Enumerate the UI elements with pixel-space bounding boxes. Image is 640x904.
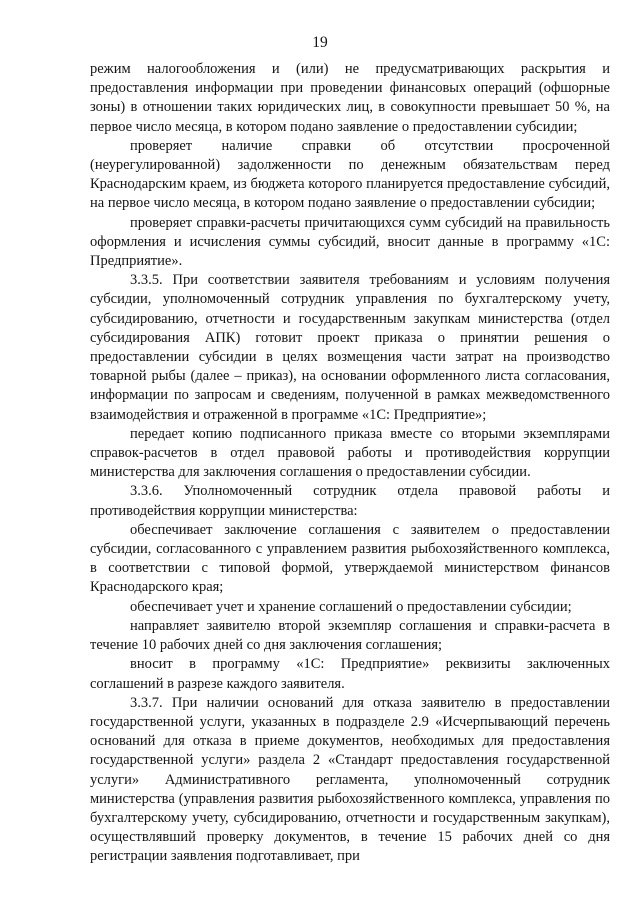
paragraph: проверяет справки-расчеты причитающихся сумм субсидий на правильность оформления и исчисления суммы субсидий, вносит данные в программу «1С: Предприятие».: [90, 214, 610, 270]
paragraph: 3.3.6. Уполномоченный сотрудник отдела правовой работы и противодействия коррупции министерства:: [90, 483, 610, 519]
page-number: 19: [312, 34, 328, 51]
paragraph: вносит в программу «1С: Предприятие» реквизиты заключенных соглашений в разрезе каждого заявителя.: [90, 656, 610, 692]
paragraph: проверяет наличие справки об отсутствии просроченной (неурегулированной) задолженности по денежным обязательствам перед Краснодарским краем, из бюджета которого планируется предоставление субсидий, на первое число месяца, в котором подано заявление о предоставлении субсидии;: [90, 137, 610, 212]
paragraph: передает копию подписанного приказа вместе со вторыми экземплярами справок-расчетов в отдел правовой работы и противодействия коррупции министерства для заключения соглашения о предоставлении субсидии.: [90, 425, 610, 481]
document-body: [90, 60, 610, 867]
paragraph: обеспечивает заключение соглашения с заявителем о предоставлении субсидии, согласованного с управлением развития рыбохозяйственного комплекса, в соответствии с типовой формой, утверждаемой министерством финансов Краснодарского края;: [90, 521, 610, 596]
paragraph: 3.3.5. При соответствии заявителя требованиям и условиям получения субсидии, уполномоченный сотрудник управления по бухгалтерскому учету, субсидированию, отчетности и государственным закупкам министерства (отдел субсидирования АПК) готовит проект приказа о принятии решения о предоставлении субсидии в целях возмещения части затрат на производство товарной рыбы (далее – приказ), на основании оформленного листа согласования, информации по запросам и сведениям, полученной в рамках межведомственного взаимодействия и отраженной в программе «1С: Предприятие»;: [90, 272, 610, 423]
paragraph: обеспечивает учет и хранение соглашений о предоставлении субсидии;: [130, 598, 572, 615]
paragraph: режим налогообложения и (или) не предусматривающих раскрытия и предоставления информации при проведении финансовых операций (офшорные зоны) в отношении таких юридических лиц, в совокупности превышает 50 %, на первое число месяца, в котором подано заявление о предоставлении субсидии;: [90, 61, 610, 135]
paragraph: направляет заявителю второй экземпляр соглашения и справки-расчета в течение 10 рабочих дней со дня заключения соглашения;: [90, 617, 610, 654]
paragraph: 3.3.7. При наличии оснований для отказа заявителю в предоставлении государственной услуги, указанных в подразделе 2.9 «Исчерпывающий перечень оснований для отказа в приеме документов, необходимых для предоставления государственной услуги» раздела 2 «Стандарт предоставления государственной услуги» Административного регламента, уполномоченный сотрудник министерства (управления развития рыбохозяйственного комплекса, управления по бухгалтерскому учету, субсидированию, отчетности и государственным закупкам), осуществлявший проверку документов, в течение 15 рабочих дней со дня регистрации заявления подготавливает, при: [90, 694, 610, 865]
